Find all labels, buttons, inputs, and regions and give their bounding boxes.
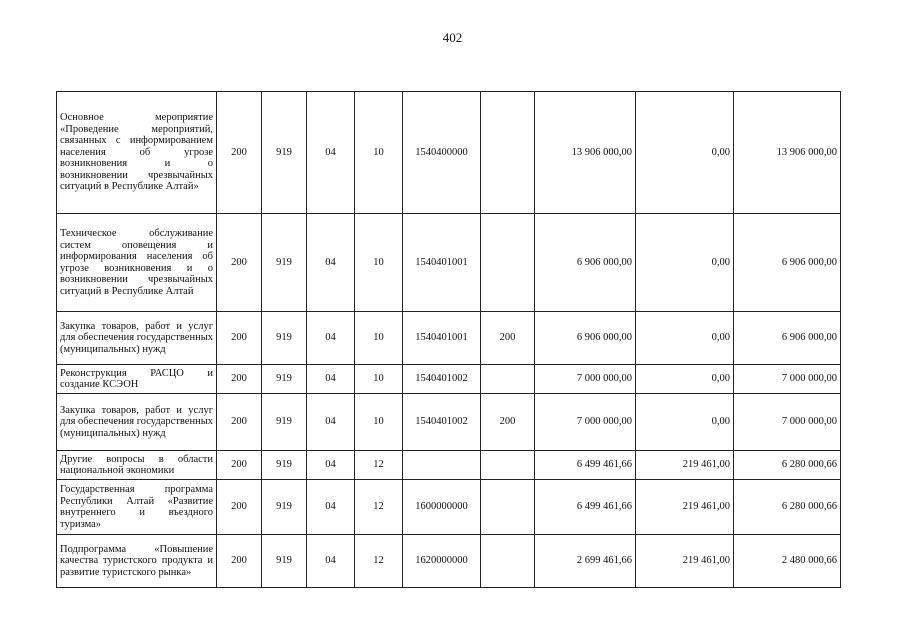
cell-v1: 13 906 000,00 [535, 92, 636, 214]
table-row [57, 214, 841, 312]
table-row [57, 394, 841, 451]
cell-v3: 6 906 000,00 [734, 214, 841, 312]
cell-v1: 6 499 461,66 [535, 451, 636, 480]
cell-c5 [403, 451, 481, 480]
table-row [57, 451, 841, 480]
cell-c6 [481, 480, 535, 535]
cell-v3: 7 000 000,00 [734, 394, 841, 451]
cell-c6 [481, 214, 535, 312]
cell-v1: 7 000 000,00 [535, 365, 636, 394]
cell-c6 [481, 535, 535, 588]
cell-v1: 6 906 000,00 [535, 214, 636, 312]
row-name: Государственная программа Республики Алтай «Развитие внутреннего и въездного туризма» [57, 480, 217, 535]
table-row [57, 92, 841, 214]
cell-v2: 219 461,00 [636, 480, 734, 535]
cell-c5: 1540401001 [403, 214, 481, 312]
cell-c1: 200 [217, 480, 262, 535]
cell-c6 [481, 92, 535, 214]
cell-c1: 200 [217, 214, 262, 312]
cell-v1: 6 499 461,66 [535, 480, 636, 535]
cell-v2: 219 461,00 [636, 451, 734, 480]
cell-c4: 10 [355, 312, 403, 365]
cell-v2: 0,00 [636, 365, 734, 394]
cell-c6: 200 [481, 394, 535, 451]
cell-v1: 2 699 461,66 [535, 535, 636, 588]
row-name: Реконструкция РАСЦО и создание КСЭОН [57, 365, 217, 394]
row-name: Подпрограмма «Повышение качества туристского продукта и развитие туристского рынка» [57, 535, 217, 588]
cell-c1: 200 [217, 92, 262, 214]
budget-table [56, 91, 841, 588]
cell-c4: 10 [355, 92, 403, 214]
cell-v3: 7 000 000,00 [734, 365, 841, 394]
cell-c5: 1540401001 [403, 312, 481, 365]
cell-v2: 0,00 [636, 394, 734, 451]
row-name: Другие вопросы в области национальной экономики [57, 451, 217, 480]
cell-c4: 12 [355, 451, 403, 480]
row-name: Закупка товаров, работ и услуг для обеспечения государственных (муниципальных) нужд [57, 312, 217, 365]
cell-v1: 7 000 000,00 [535, 394, 636, 451]
cell-v3: 2 480 000,66 [734, 535, 841, 588]
cell-c1: 200 [217, 365, 262, 394]
row-name: Техническое обслуживание систем оповещения и информирования населения об угрозе возникновения и о возникновении чрезвычайных ситуаций в Республике Алтай [57, 214, 217, 312]
cell-v3: 6 280 000,66 [734, 451, 841, 480]
cell-c1: 200 [217, 312, 262, 365]
table-row [57, 312, 841, 365]
page-number: 402 [442, 30, 463, 45]
table-row [57, 365, 841, 394]
cell-v2: 0,00 [636, 312, 734, 365]
cell-c2: 919 [262, 214, 307, 312]
cell-c4: 10 [355, 394, 403, 451]
row-name: Основное мероприятие «Проведение мероприятий, связанных с информированием населения об угрозе возникновения и о возникновении чрезвычайных ситуаций в Республике Алтай» [57, 92, 217, 214]
cell-v2: 0,00 [636, 214, 734, 312]
cell-c5: 1540401002 [403, 394, 481, 451]
cell-v2: 0,00 [636, 92, 734, 214]
cell-c2: 919 [262, 92, 307, 214]
cell-c2: 919 [262, 365, 307, 394]
cell-c1: 200 [217, 451, 262, 480]
cell-c4: 10 [355, 365, 403, 394]
cell-c2: 919 [262, 535, 307, 588]
cell-c5: 1540400000 [403, 92, 481, 214]
table-body [57, 92, 841, 588]
cell-v3: 13 906 000,00 [734, 92, 841, 214]
cell-c5: 1540401002 [403, 365, 481, 394]
table-row [57, 535, 841, 588]
cell-c2: 919 [262, 312, 307, 365]
cell-c1: 200 [217, 535, 262, 588]
cell-v1: 6 906 000,00 [535, 312, 636, 365]
cell-c6 [481, 365, 535, 394]
table-row [57, 480, 841, 535]
cell-c5: 1600000000 [403, 480, 481, 535]
cell-v2: 219 461,00 [636, 535, 734, 588]
cell-c3: 04 [307, 394, 355, 451]
cell-c2: 919 [262, 480, 307, 535]
cell-c4: 12 [355, 480, 403, 535]
cell-c4: 12 [355, 535, 403, 588]
cell-c6: 200 [481, 312, 535, 365]
cell-c3: 04 [307, 92, 355, 214]
cell-c6 [481, 451, 535, 480]
cell-c3: 04 [307, 312, 355, 365]
cell-v3: 6 280 000,66 [734, 480, 841, 535]
cell-c3: 04 [307, 365, 355, 394]
cell-c3: 04 [307, 451, 355, 480]
cell-c3: 04 [307, 535, 355, 588]
cell-c3: 04 [307, 480, 355, 535]
cell-c3: 04 [307, 214, 355, 312]
cell-c5: 1620000000 [403, 535, 481, 588]
cell-c4: 10 [355, 214, 403, 312]
cell-v3: 6 906 000,00 [734, 312, 841, 365]
cell-c2: 919 [262, 451, 307, 480]
row-name: Закупка товаров, работ и услуг для обеспечения государственных (муниципальных) нужд [57, 394, 217, 451]
cell-c1: 200 [217, 394, 262, 451]
cell-c2: 919 [262, 394, 307, 451]
